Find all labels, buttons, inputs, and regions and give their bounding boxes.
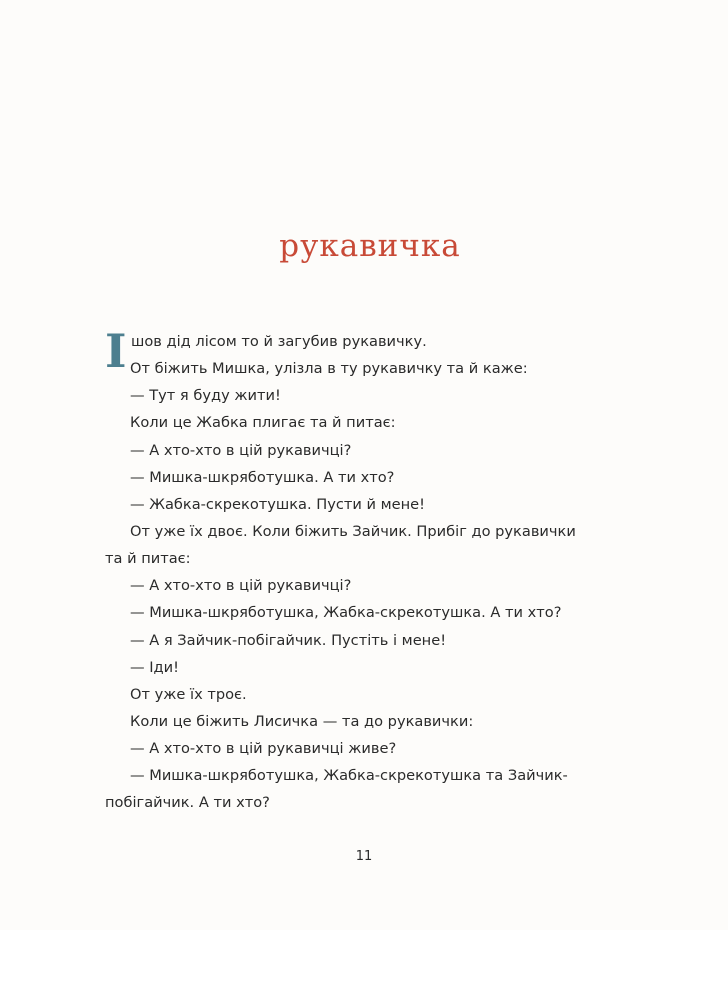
story-line: — Жабка-скрекотушка. Пусти й мене! xyxy=(130,495,426,513)
story-line: От уже їх троє. xyxy=(130,685,247,703)
story-line: — А я Зайчик-побігайчик. Пустіть і мене! xyxy=(130,631,447,649)
story-line: — Мишка-шкряботушка, Жабка-скрекотушка та Зайчик- xyxy=(130,767,568,785)
story-line: — Мишка-шкряботушка, Жабка-скрекотушка. А ти хто? xyxy=(130,604,562,622)
story-line: та й питає: xyxy=(105,550,191,568)
story-line: — А хто-хто в цій рукавичці? xyxy=(130,441,352,459)
story-title: рукавичка xyxy=(279,228,461,264)
story-line: — Іди! xyxy=(130,658,179,676)
story-line: От біжить Мишка, улізла в ту рукавичку та й каже: xyxy=(130,360,528,378)
story-line: От уже їх двоє. Коли біжить Зайчик. Прибіг до рукавички xyxy=(130,522,576,540)
story-text xyxy=(105,324,685,817)
story-line: — А хто-хто в цій рукавичці живе? xyxy=(130,740,397,758)
story-line: Коли це Жабка плигає та й питає: xyxy=(130,414,396,432)
story-line: — А хто-хто в цій рукавичці? xyxy=(130,577,352,595)
page-number: 11 xyxy=(355,849,373,864)
story-line: побігайчик. А ти хто? xyxy=(105,794,270,812)
drop-cap: І xyxy=(105,324,127,378)
story-line: — Тут я буду жити! xyxy=(130,387,281,405)
story-line: Коли це біжить Лисичка — та до рукавички: xyxy=(130,712,474,730)
story-line: — Мишка-шкряботушка. А ти хто? xyxy=(130,468,395,486)
first-line-text: шов дід лісом то й загубив рукавичку. xyxy=(131,333,427,350)
